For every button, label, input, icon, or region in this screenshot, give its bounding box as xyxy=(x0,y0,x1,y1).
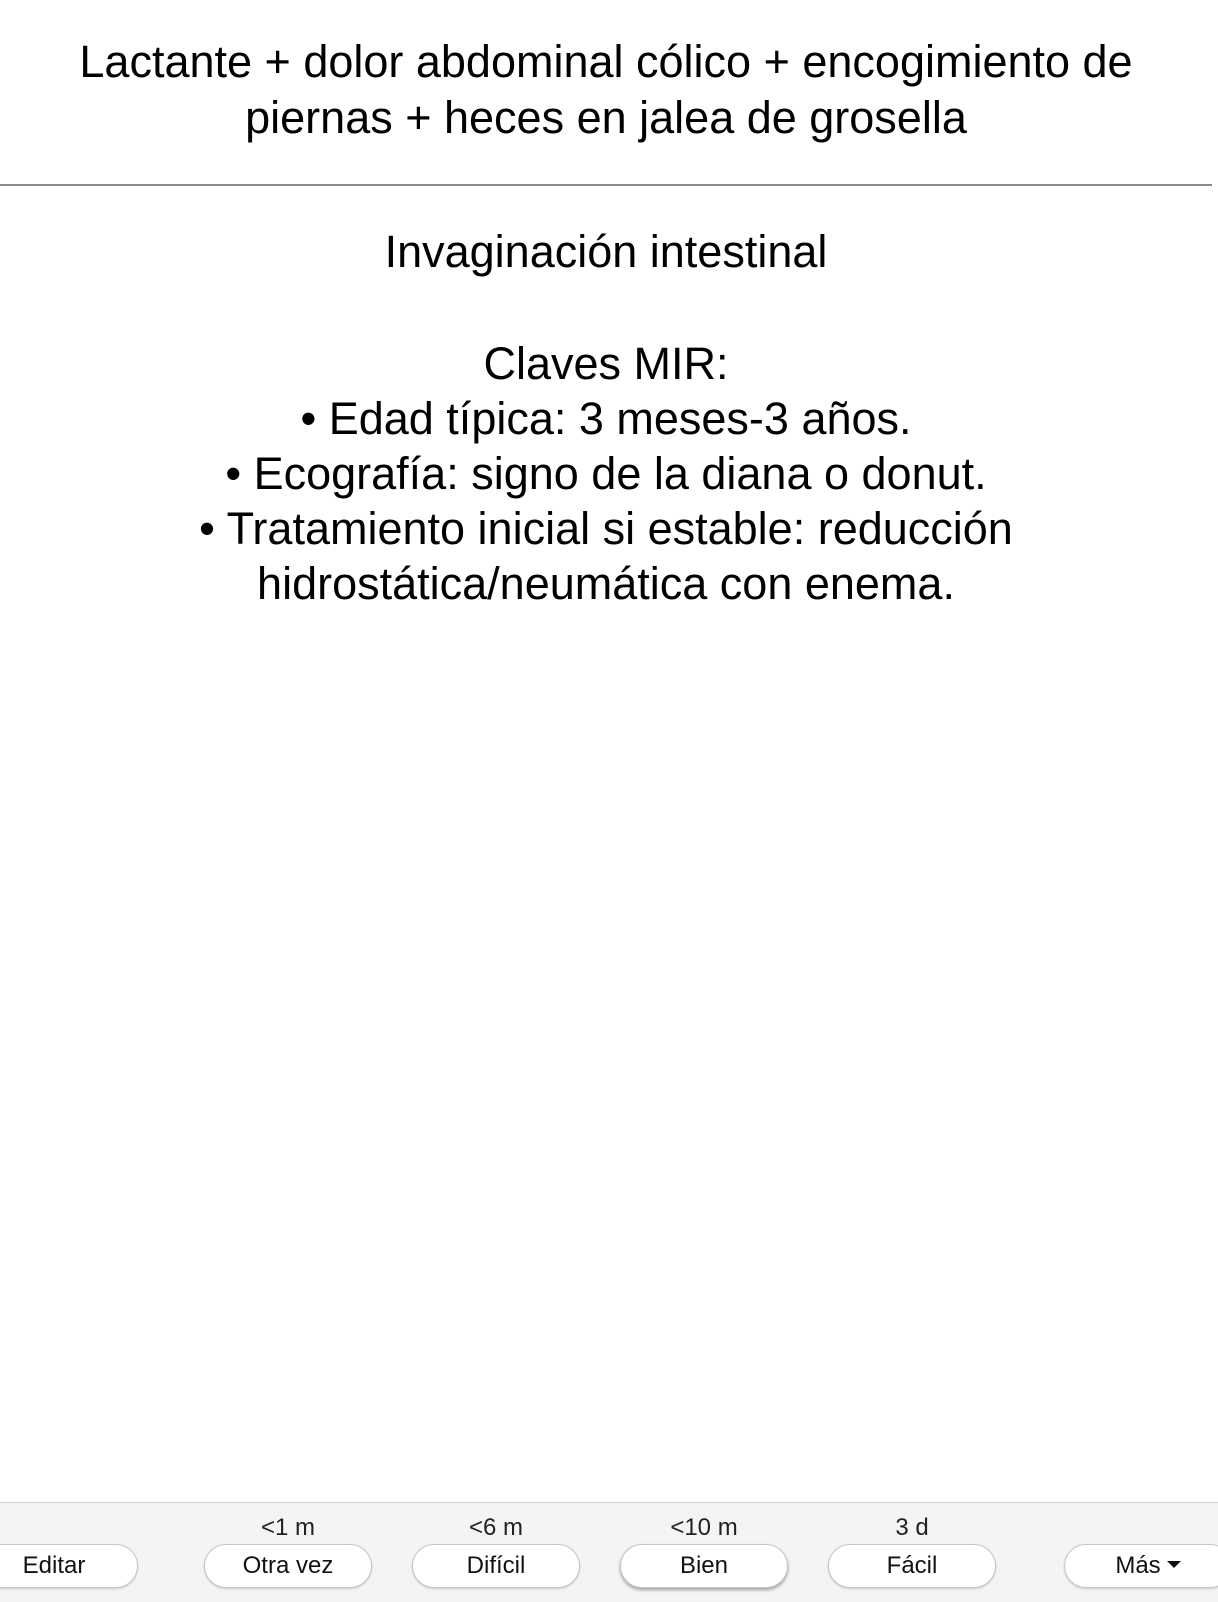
chevron-down-icon xyxy=(1167,1561,1181,1568)
interval-good: <10 m xyxy=(670,1514,738,1541)
front-line: Lactante + dolor abdominal cólico + encogimiento de xyxy=(79,36,1133,87)
hard-button[interactable]: Difícil xyxy=(412,1544,580,1588)
interval-easy: 3 d xyxy=(895,1514,929,1541)
edit-button[interactable]: Editar xyxy=(0,1544,138,1588)
front-line: piernas + heces en jalea de grosella xyxy=(245,92,967,143)
easy-button[interactable]: Fácil xyxy=(828,1544,996,1588)
key-line: • Tratamiento inicial si estable: reducción xyxy=(199,503,1013,554)
good-button[interactable]: Bien xyxy=(620,1544,788,1588)
more-label: Más xyxy=(1115,1552,1161,1579)
answer-keys xyxy=(0,336,1212,611)
key-line: • Edad típica: 3 meses-3 años. xyxy=(300,393,912,444)
again-button[interactable]: Otra vez xyxy=(204,1544,372,1588)
keys-heading: Claves MIR: xyxy=(483,338,729,389)
answer-divider xyxy=(0,184,1212,186)
bottom-bar xyxy=(0,1502,1218,1602)
answer-title: Invaginación intestinal xyxy=(384,226,828,277)
card-front xyxy=(0,34,1212,146)
key-line: hidrostática/neumática con enema. xyxy=(257,558,955,609)
interval-hard: <6 m xyxy=(468,1514,524,1541)
more-button[interactable] xyxy=(1064,1544,1218,1588)
interval-again: <1 m xyxy=(260,1514,316,1541)
key-line: • Ecografía: signo de la diana o donut. xyxy=(225,448,987,499)
